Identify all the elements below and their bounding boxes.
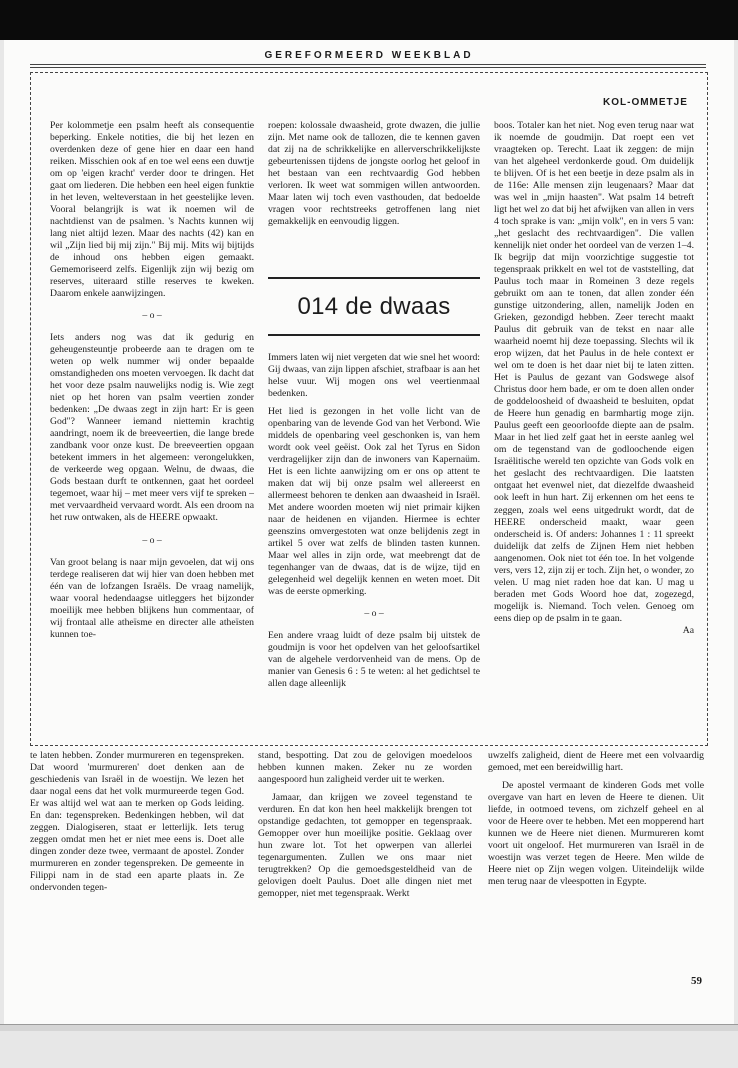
section-separator: – o – — [142, 534, 162, 546]
author-signature: Aa — [682, 624, 694, 636]
scan-top-edge — [0, 0, 738, 40]
paragraph: Het lied is gezongen in het volle licht van de openbaring van de levende God van het Verbond. Wie middels de openbaring veel geschonken is, van hem wordt ook veel geëist. Ook zal het Tyrus en Sidon verdragelijker zijn dan de inwoners van Kapernaüm. Het is een lichte aanwijzing om er ons op attent te maken dat wij bij onze psalm wel allereerst en allermeest behoren te denken aan dwaasheid in Israël. Met andere woorden moeten wij niet primair kijken naar de heidenen en vijanden. Hiermee is echter geenszins omvergestoten wat onze belijdenis zegt in artikel 5 over wat zelfs de blinden tasten kunnen. Maar wel alles in zijn orde, wat meebrengt dat de tegenhanger van de dwaas, dat is de wijze, tijd en gelegenheid wel degelijk kennen en weten moet. Dit was de eerste opmerking. — [268, 406, 480, 598]
section-heading: KOL-OMMETJE — [603, 97, 688, 108]
paragraph: Iets anders nog was dat ik gedurig en geheugensteuntje probeerde aan te dragen om te weten op welk nummer wij onder bepaalde omstandigheden ons moeten vervoegen. Ik dacht dat het voor deze psalm nauwelijks nodig is. Wie zegt niet op het horen van psalm veertien zonder bedenken: „De dwaas zegt in zijn hart: Er is geen God"? Wanneer iemand niettemin krachtig aandringt, noem ik de breeveertien, die lange brede zandbank voor onze kust. De breeveertien opgaan betekent immers in het algemeen: verongelukken, de verkeerde weg opgaan. Welnu, de dwaas, die Gods bestaan durft te ontkennen, gaat het oordeel tegemoet, waar hij – met meer vers vijf te spreken – met vervaardheid vervaard wordt. Als een droom na het ruw ontwaken, als de HEERE opwaakt. — [50, 332, 254, 524]
lower-column-2 — [258, 750, 472, 900]
page-number: 59 — [691, 975, 702, 987]
header-rule-thin — [30, 67, 706, 68]
paragraph: Per kolommetje een psalm heeft als consequentie beperking. Enkele notities, die bij het lezen en overdenken deze of gene hier en daar een hand reiken. Misschien ook af en toe wel eens een duwtje om op 'eigen kracht' verder door te dringen. Het gaat om liederen. Die hebben een heel eigen funktie in het leven, welteverstaan in het geestelijke leven. Vooral belangrijk is wat ik noemen wil de nachtdienst van de psalmen. 's Nachts kunnen wij lang niet altijd lezen. Maar des nachts (42) kan en wil „Zijn lied bij mij zijn." Bij mij. Mits wij bijtijds de inhoud ons hebben eigen gemaakt. Gememoriseerd zelfs. Eigenlijk zijn wij bezig om reserves, uiteraard stille reserves te kweken. Daarom enkele aanwijzingen. — [50, 120, 254, 300]
paragraph: uwzelfs zaligheid, dient de Heere met een volvaardig gemoed, met een bereidwillig hart. — [488, 750, 704, 774]
paragraph: De apostel vermaant de kinderen Gods met volle overgave van hart en leven de Heere te dienen. Uit liefde, in ootmoed tevens, om zichzelf geheel en al voor de Heere over te hebben. Met een mopperend hart kunnen we de Heere niet dienen. Murmureren komt voort uit ongeloof. Het murmureren van Israël in de woestijn was verzet tegen de Heere. Men wilde de Heere niet op Zijn wegen volgen. Uiteindelijk wilde men terug naar de vleespotten in Egypte. — [488, 780, 704, 888]
title-rule-bottom — [268, 334, 480, 336]
lower-column-1 — [30, 750, 244, 894]
scan-bottom-edge — [0, 1024, 738, 1031]
running-head: GEREFORMEERD WEEKBLAD — [264, 50, 474, 61]
paragraph: Jamaar, dan krijgen we zoveel tegenstand te verduren. En dat kon hen heel makkelijk brengen tot opstandige gedachten, tot gemopper en tegenspraak. Gemopper over hun moeilijke positie. Geklaag over hun zware lot. Tot het opwerpen van allerlei tegenargumenten. Zullen we ons maar niet terugtrekken? Op die gemoedsgesteldheid van de gelovigen doelt Paulus. Doet alle dingen niet met gemopper, niet met tegenspraak. Werkt — [258, 792, 472, 900]
section-separator: – o – — [142, 310, 162, 322]
paragraph: stand, bespotting. Dat zou de gelovigen moedeloos hebben kunnen maken. Zeker nu ze worden aangespoord hun zaligheid verder uit te werken. — [258, 750, 472, 786]
paragraph: Immers laten wij niet vergeten dat wie snel het woord: Gij dwaas, van zijn lippen afschiet, strafbaar is aan het helse vuur. Wij mogen ons wel veertienmaal bedenken. — [268, 352, 480, 400]
paragraph: te laten hebben. Zonder murmureren en tegenspreken. Dat woord 'murmureren' doet denken aan de geschiedenis van Israël in de woestijn. We lezen het daar nogal eens dat het volk murmureerde tegen God. Er was altijd wel wat aan te merken op Gods leiding. En dan: tegenspreken. Bedenkingen hebben, wil dat zeggen. Dialogiseren, staat er letterlijk. Iets terug zeggen omdat men het er niet mee eens is. Doet alle dingen zonder deze twee, vermaant de apostel. Zonder murmureren en zonder tegenspreken. De gemeente in Filippi nam in de stad een aparte plaats in. Ze ondervonden tegen- — [30, 750, 244, 894]
paragraph: boos. Totaler kan het niet. Nog even terug naar wat ik noemde de goudmijn. Dat roept een vet vraagteken op. Terecht. Laat ik zeggen: de mijn van het algeheel verdonkerde goud. Om duidelijk te blijven. Of is het een beetje in deze psalm als in de 116e: Alle mensen zijn leugenaars? Maar dat was wel in „mijn haasten". Wat psalm 14 betreft ligt het wel zo dat bij het afwijken van allen in vers 4 toch sprake is van: „mijn volk", en in vers 5 van: „het geslacht des rechtvaardigen". Die vallen kennelijk niet onder het oordeel van de verzen 1–4. Ik begrijp dat mijn voorzichtige suggestie tot tegenspraak prikkelt en wel tot de vaststelling, dat Paulus toch maar in Romeinen 3 deze regels gebruikt om aan te tonen, dat allen zonder één gunstige uitzondering, allen, namelijk Joden en Grieken, gezondigd hebben. Zeer terecht maakt Paulus dit gebruik van de tekst en naar alle waarheid noemt hij deze toepassing. Slechts wil ik erop wijzen, dat het Paulus in de hele context er wel om te doen is het daar niet bij te laten zitten. Het is Paulus de gezant van Godswege alsof Christus door hem bade, er om te doen allen onder de goddeloosheid of dwaasheid te besluiten, opdat de Heere hun genadig en barmhartig moge zijn. Paulus geeft een geoorloofde diepte aan de psalm. Maar in het lied zelf gaat het in eerste aanleg wel om de tegenstand van de godloochende eigen Israëlitische wereld ten opzichte van Gods volk en het geslacht des rechtvaardigen. Die laatsten ontgaat het evenwel niet, dat diezelfde dwaasheid ook leeft in hun hart. Zij erkennen om het eens te zeggen, zoals wel eens uitgedrukt wordt, dat de HEERE onderscheid maakt, waar geen onderscheid is. Of anders: Johannes 1 : 11 spreekt duidelijk dat zelfs de Zijnen Hem niet hebben aangenomen. Ook niet tot één toe. In het volgende vers, vers 12, zijn zij er toch. Zijn het, o wonder, zo velen. U mag niet raden hoe dat kan. U mag u beraden met Gods Woord hoe dat, zogezegd, mogelijk is. Niemand. Toch velen. Genoeg om eens diep op de psalm in te gaan. — [494, 120, 694, 624]
section-separator: – o – — [364, 608, 384, 620]
header-rule — [30, 64, 706, 65]
paragraph: Van groot belang is naar mijn gevoelen, dat wij ons terdege realiseren dat wij hier van doen hebben met één van de lofzangen Israëls. De vraag namelijk, waar vooral hedendaagse uitleggers het bijzonder moeilijk mee hebben blijkens hun commentaar, of wij frontaal alle atheïsme en directer alle atheïsten kunnen toe- — [50, 556, 254, 640]
paragraph: Een andere vraag luidt of deze psalm bij uitstek de goudmijn is voor het opdelven van het geloofsartikel van de algehele verdorvenheid van de mens. Op de manier van Genesis 6 : 5 te weten: al het gedichtsel te allen dage alleenlijk — [268, 630, 480, 690]
article-column-2-bottom — [268, 352, 480, 690]
article-column-2-top — [268, 120, 480, 228]
lower-column-3 — [488, 750, 704, 888]
column-2-top-text: roepen: kolossale dwaasheid, grote dwazen, die jullie zijn. Met name ook de tallozen, die te kennen gaven dat zij na de schrikkelijke en allerverschrikkelijkste gebeurtenissen tijdens de jongste oorlog het geloof in het bestaan van een rechtvaardig God hebben verloren. Ik weet wat sommigen willen antwoorden. Maar laten wij toch even vasthouden, dat bedoelde vragen voor rechtstreeks getroffenen lang niet gemakkelijk en eenvoudig liggen. — [268, 120, 480, 228]
article-title-block — [268, 277, 480, 341]
article-column-1 — [50, 120, 254, 641]
article-title: 014 de dwaas — [297, 293, 451, 320]
article-column-3 — [494, 120, 694, 637]
